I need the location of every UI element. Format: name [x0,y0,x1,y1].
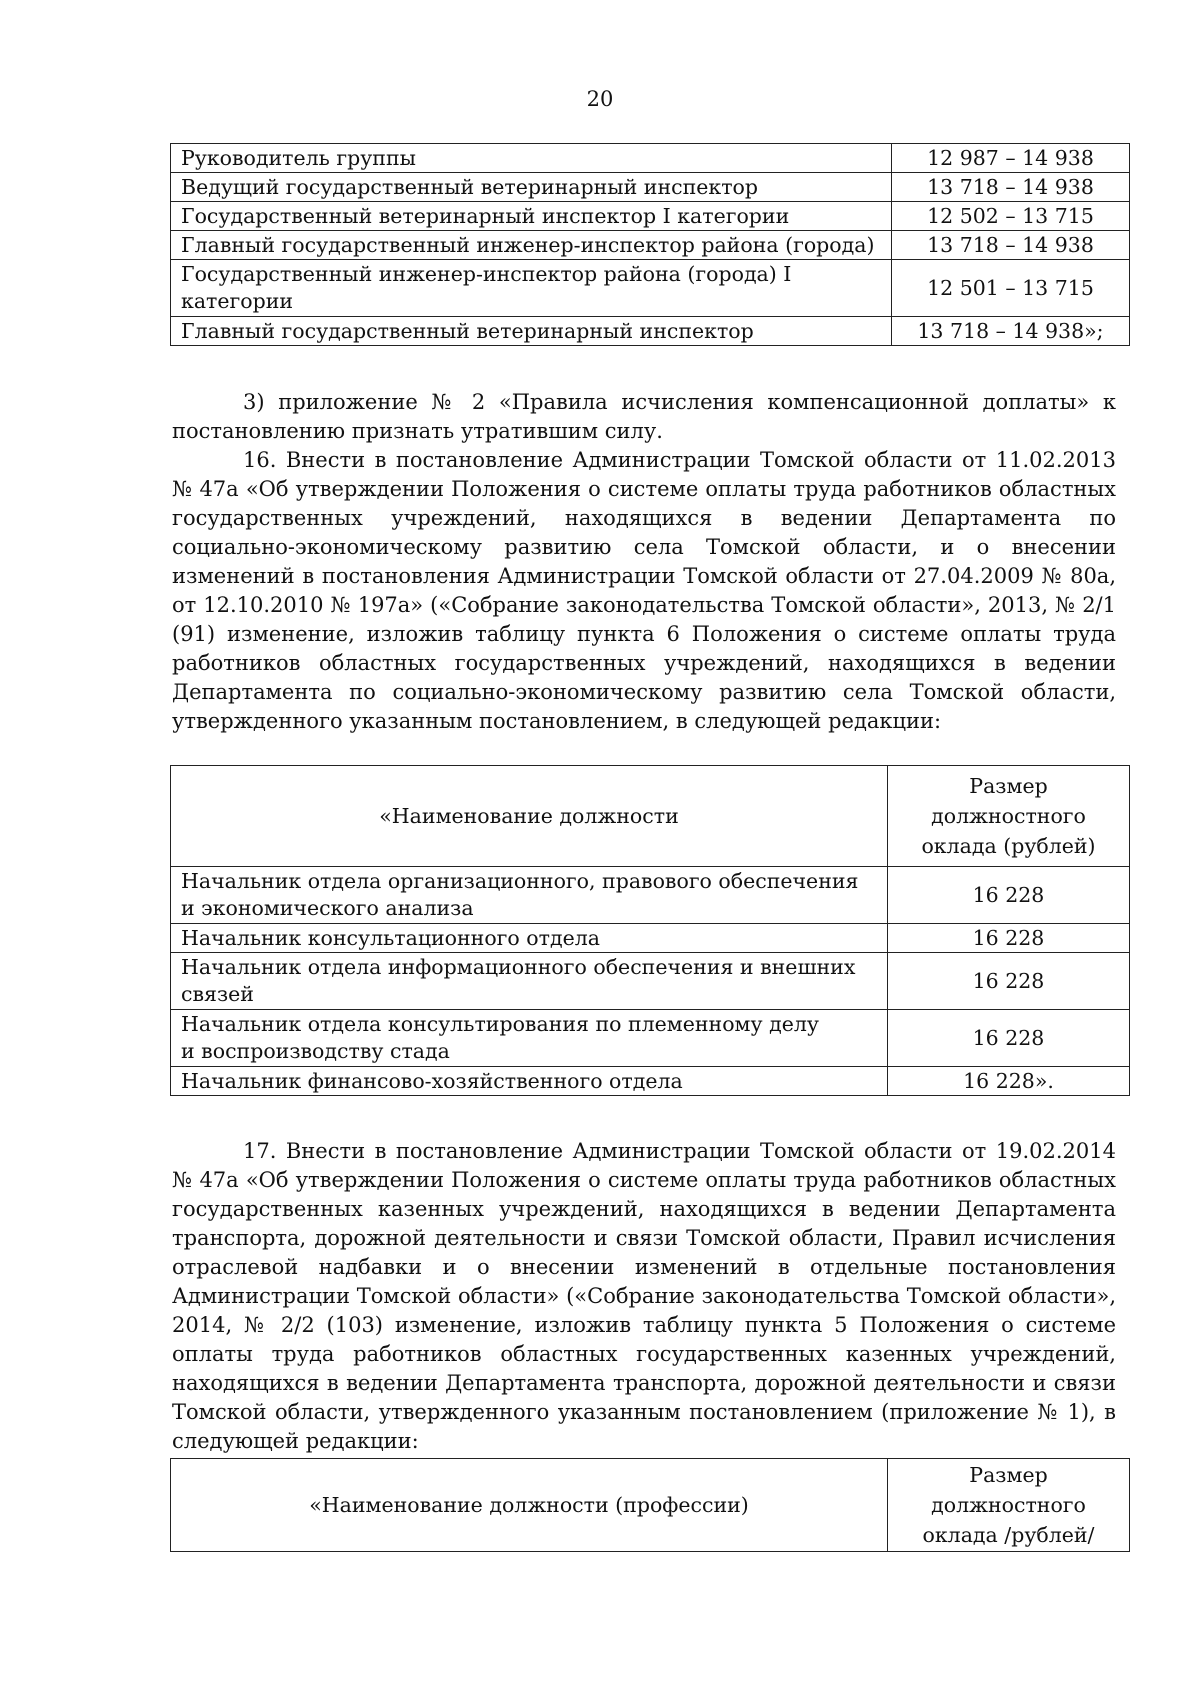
table-row [171,924,1130,953]
column-header-salary [888,1459,1130,1552]
table-row [171,867,1130,924]
table-row [171,173,1130,202]
position-name: Руководитель группы [171,144,892,173]
position-name [171,1010,888,1067]
table-row [171,1067,1130,1096]
text-block-item-17 [172,1137,1116,1456]
position-name: Государственный инженер-инспектор района (города) I категории [171,260,892,317]
salary-table-department-transport [170,1458,1130,1552]
position-name [171,1067,888,1096]
position-name [171,924,888,953]
header-line: оклада /рублей/ [922,1523,1095,1547]
position-name-line: Начальник консультационного отдела [181,926,600,950]
table-row [171,317,1130,346]
salary-range: 13 718 – 14 938»; [892,317,1130,346]
salary-range: 12 987 – 14 938 [892,144,1130,173]
header-line: Размер [969,1463,1048,1487]
table-header-row [171,1459,1130,1552]
salary-range: 12 502 – 13 715 [892,202,1130,231]
table-row [171,144,1130,173]
paragraph-item-17: 17. Внести в постановление Администрации Томской области от 19.02.2014 № 47а «Об утверждении Положения о системе оплаты труда работников областных государственных казенных учреждений, находящихся в ведении Департамента транспорта, дорожной деятельности и связи Томской области, Правил исчисления отраслевой надбавки и о внесении изменений в отдельные постановления Администрации Томской области» («Собрание законодательства Томской области», 2014, № 2/2 (103) изменение, изложив таблицу пункта 5 Положения о системе оплаты труда работников областных государственных казенных учреждений, находящихся в ведении Департамента транспорта, дорожной деятельности и связи Томской области, утвержденного указанным постановлением (приложение № 1), в следующей редакции: [172,1139,1116,1453]
header-line: Размер [969,774,1048,798]
position-name-line: связей [181,982,254,1006]
header-line: должностного [931,1493,1086,1517]
position-name-line: и экономического анализа [181,896,474,920]
position-name: Главный государственный ветеринарный инспектор [171,317,892,346]
column-header-position: «Наименование должности (профессии) [171,1459,888,1552]
position-name-line: Начальник отдела информационного обеспечения и внешних [181,955,856,979]
position-name: Ведущий государственный ветеринарный инспектор [171,173,892,202]
salary-range: 12 501 – 13 715 [892,260,1130,317]
position-name-line: и воспроизводству стада [181,1039,450,1063]
table-row [171,231,1130,260]
salary-range: 13 718 – 14 938 [892,231,1130,260]
salary-value: 16 228 [888,953,1130,1010]
salary-value: 16 228». [888,1067,1130,1096]
salary-value: 16 228 [888,867,1130,924]
salary-table-continuation [170,143,1130,346]
text-block-items-3-16 [172,388,1116,736]
position-name-line: Начальник финансово-хозяйственного отдела [181,1069,683,1093]
position-name: Государственный ветеринарный инспектор I категории [171,202,892,231]
table-row [171,260,1130,317]
position-name-line: Начальник отдела консультирования по племенному делу [181,1012,819,1036]
position-name: Главный государственный инженер-инспектор района (города) [171,231,892,260]
position-name-line: Начальник отдела организационного, правового обеспечения [181,869,859,893]
paragraph-item-16: 16. Внести в постановление Администрации Томской области от 11.02.2013 № 47а «Об утверждении Положения о системе оплаты труда работников областных государственных учреждений, находящихся в ведении Департамента по социально-экономическому развитию села Томской области, и о внесении изменений в постановления Администрации Томской области от 27.04.2009 № 80а, от 12.10.2010 № 197а» («Собрание законодательства Томской области», 2013, № 2/1 (91) изменение, изложив таблицу пункта 6 Положения о системе оплаты труда работников областных государственных учреждений, находящихся в ведении Департамента по социально-экономическому развитию села Томской области, утвержденного указанным постановлением, в следующей редакции: [172,448,1116,733]
column-header-position: «Наименование должности [171,766,888,867]
salary-table-department-rural [170,765,1130,1096]
table-row [171,1010,1130,1067]
position-name [171,953,888,1010]
salary-value: 16 228 [888,924,1130,953]
position-name [171,867,888,924]
paragraph-item-3: 3) приложение № 2 «Правила исчисления компенсационной доплаты» к постановлению признать утратившим силу. [172,390,1116,443]
salary-value: 16 228 [888,1010,1130,1067]
table-row [171,953,1130,1010]
table-header-row [171,766,1130,867]
header-line: должностного [931,804,1086,828]
header-line: оклада (рублей) [921,834,1096,858]
salary-range: 13 718 – 14 938 [892,173,1130,202]
column-header-salary [888,766,1130,867]
page-number: 20 [586,87,614,111]
table-row [171,202,1130,231]
